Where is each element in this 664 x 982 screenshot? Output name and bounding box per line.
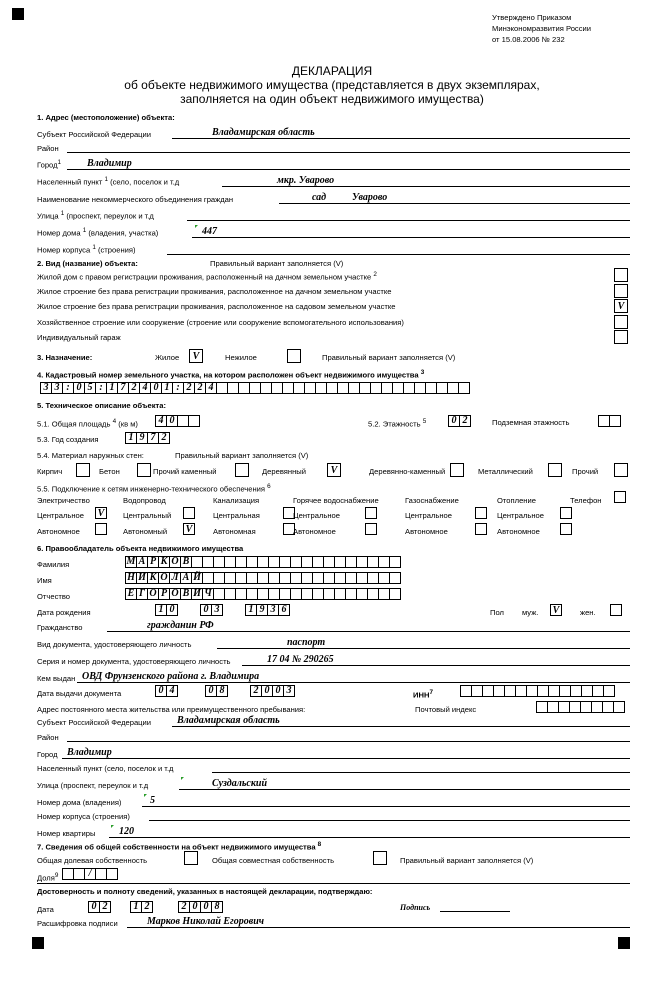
dob-label: Дата рождения <box>37 608 91 617</box>
utility-central-checkbox[interactable] <box>560 507 572 519</box>
cell: Й <box>191 572 203 584</box>
cell: 2 <box>128 382 140 394</box>
cell: Р <box>158 588 170 600</box>
cell: 2 <box>178 901 190 913</box>
cell: 3 <box>40 382 52 394</box>
wall-material-label: Бетон <box>99 467 120 476</box>
object-type-checkbox[interactable] <box>614 330 628 344</box>
owner-district-row: Район <box>37 729 630 743</box>
cell: 3 <box>51 382 63 394</box>
cell: 2 <box>194 382 206 394</box>
walls-label: 5.4. Материал наружных стен: <box>37 451 144 460</box>
settlement-value[interactable]: мкр. Уварово <box>277 175 335 186</box>
cell: А <box>180 572 192 584</box>
cell: Р <box>147 556 159 568</box>
cell: Н <box>125 572 137 584</box>
utility-central-checkbox[interactable] <box>183 507 195 519</box>
section-1-heading: 1. Адрес (местоположение) объекта: <box>37 113 175 122</box>
cell <box>609 415 621 427</box>
cell: Г <box>136 588 148 600</box>
utility-auto-checkbox[interactable] <box>365 523 377 535</box>
cell: 0 <box>73 382 85 394</box>
wall-material-checkbox[interactable] <box>548 463 562 477</box>
wall-material-checkbox[interactable] <box>450 463 464 477</box>
utility-label: Канализация <box>213 496 260 505</box>
underground-cells[interactable] <box>598 415 620 427</box>
cell: 1 <box>106 382 118 394</box>
issued-value[interactable]: ОВД Фрунзенского района г. Владимира <box>82 671 260 682</box>
area-cells[interactable] <box>155 415 199 427</box>
area-label: 5.1. Общая площадь $^4$ (кв м) <box>37 418 138 429</box>
utility-central-checkbox[interactable]: V <box>95 507 107 519</box>
issued-row: Кем выдан ОВД Фрунзенского района г. Владимира <box>37 670 630 684</box>
object-type-label: Жилой дом с правом регистрации проживания, расположенный на дачном земельном участке $^2$ <box>37 271 377 282</box>
owner-house-value[interactable]: 5 <box>150 795 155 806</box>
utility-central-label: Центральное <box>37 511 84 520</box>
cell <box>389 556 401 568</box>
issue-year-cells[interactable] <box>250 685 294 697</box>
utility-central-checkbox[interactable] <box>365 507 377 519</box>
wall-material-label: Деревянный <box>262 467 306 476</box>
cell: К <box>158 556 170 568</box>
wall-material-label: Металлический <box>478 467 533 476</box>
cell: В <box>180 556 192 568</box>
cell: А <box>136 556 148 568</box>
zip-label: Почтовый индекс <box>415 705 477 714</box>
object-type-checkbox[interactable] <box>614 315 628 329</box>
share-label: Доля$^9$ <box>37 872 59 883</box>
cell: 2 <box>183 382 195 394</box>
cell: И <box>136 572 148 584</box>
cell: 9 <box>136 432 148 444</box>
utility-auto-checkbox[interactable] <box>95 523 107 535</box>
wall-material-label: Прочий каменный <box>153 467 217 476</box>
joint-ownership-checkbox[interactable] <box>373 851 387 865</box>
owner-city-row: Город Владимир <box>37 746 630 760</box>
cell: 0 <box>448 415 460 427</box>
cell: 1 <box>161 382 173 394</box>
utility-label: Водопровод <box>123 496 166 505</box>
cell: 4 <box>155 415 167 427</box>
utility-label: Газоснабжение <box>405 496 459 505</box>
house-value[interactable]: 447 <box>202 226 217 237</box>
owner-street-value[interactable]: Суздальский <box>212 778 268 789</box>
owner-corpus-row: Номер корпуса (строения) <box>37 808 630 822</box>
residential-checkbox[interactable]: V <box>189 349 203 363</box>
utility-central-label: Центральное <box>497 511 544 520</box>
residential-label: Жилое <box>155 353 180 362</box>
cell: К <box>147 572 159 584</box>
cell: 2 <box>459 415 471 427</box>
section-7-hint: Правильный вариант заполняется (V) <box>400 856 534 865</box>
wall-material-checkbox[interactable] <box>235 463 249 477</box>
cell: 7 <box>147 432 159 444</box>
networks-label: 5.5. Подключение к сетям инженерно-технического обеспечения $^6$ <box>37 483 271 494</box>
cell: 0 <box>150 382 162 394</box>
utility-auto-label: Автономное <box>497 527 540 536</box>
cell <box>188 415 200 427</box>
dob-year-cells[interactable] <box>245 604 289 616</box>
cell: 0 <box>189 901 201 913</box>
street-row: Улица $^1$ (проспект, переулок и т.д <box>37 208 630 222</box>
name-label: Имя <box>37 576 52 585</box>
utility-label: Отопление <box>497 496 536 505</box>
owner-region-value[interactable]: Владамирская область <box>177 715 280 726</box>
district-row: Район <box>37 140 630 154</box>
owner-house-row: Номер дома (владения) 5 <box>37 794 630 808</box>
address-label: Адрес постоянного места жительства или преимущественного пребывания: <box>37 705 306 714</box>
cell <box>613 701 625 713</box>
utility-auto-checkbox[interactable]: V <box>183 523 195 535</box>
cell: 6 <box>278 604 290 616</box>
confirm-date-label: Дата <box>37 905 54 914</box>
surname-label: Фамилия <box>37 560 70 569</box>
cell: : <box>172 382 184 394</box>
patronymic-cells[interactable] <box>125 588 400 600</box>
cell <box>389 572 401 584</box>
cell: 0 <box>166 604 178 616</box>
object-type-checkbox[interactable] <box>614 284 628 298</box>
utility-auto-label: Автономный <box>123 527 168 536</box>
cell: Ч <box>202 588 214 600</box>
confirm-year-cells[interactable] <box>178 901 222 913</box>
sex-label: Пол <box>490 608 504 617</box>
object-type-label: Индивидуальный гараж <box>37 333 121 342</box>
section-5-heading: 5. Техническое описание объекта: <box>37 401 167 410</box>
male-checkbox[interactable]: V <box>550 604 562 616</box>
cell: 3 <box>267 604 279 616</box>
section-2-heading: 2. Вид (название) объекта: <box>37 259 138 268</box>
doc-type-value[interactable]: паспорт <box>287 637 326 648</box>
male-label: муж. <box>522 608 539 617</box>
owner-city-value[interactable]: Владимир <box>67 747 112 758</box>
owner-flat-value[interactable]: 120 <box>119 826 134 837</box>
cell: 2 <box>250 685 262 697</box>
utility-central-label: Центральная <box>213 511 260 520</box>
cell <box>603 685 615 697</box>
cell: 1 <box>155 604 167 616</box>
cell: : <box>62 382 74 394</box>
cell: 1 <box>130 901 142 913</box>
owner-region-row: Субъект Российской Федерации Владамирская область <box>37 714 630 728</box>
utility-central-checkbox[interactable] <box>614 491 626 503</box>
section-3-heading: 3. Назначение: <box>37 353 93 362</box>
cell: 0 <box>166 415 178 427</box>
surname-cells[interactable] <box>125 556 400 568</box>
doc-number-row: Серия и номер документа, удостоверяющего личность 17 04 № 290265 <box>37 653 630 667</box>
cell: 4 <box>139 382 151 394</box>
cell: 0 <box>205 685 217 697</box>
cell: 0 <box>200 604 212 616</box>
corner-marker-bottom-right <box>618 937 630 949</box>
approval-stamp: Утверждено Приказом Минэкономразвития России от 15.08.2006 № 232 <box>492 13 591 44</box>
cell: О <box>158 572 170 584</box>
cell <box>458 382 470 394</box>
object-type-checkbox[interactable] <box>614 268 628 282</box>
utility-auto-checkbox[interactable] <box>560 523 572 535</box>
decode-row: Расшифровка подписи Марков Николай Егорович <box>37 915 630 929</box>
shared-ownership-label: Общая долевая собственность <box>37 856 148 865</box>
corner-marker-top-left <box>12 8 24 20</box>
female-checkbox[interactable] <box>610 604 622 616</box>
citizenship-row: Гражданство гражданин РФ <box>37 619 630 633</box>
name-cells[interactable] <box>125 572 400 584</box>
corner-marker-bottom-left <box>32 937 44 949</box>
cadastral-number-cells[interactable] <box>40 382 469 394</box>
cell: Е <box>125 588 137 600</box>
wall-material-checkbox[interactable]: V <box>327 463 341 477</box>
citizenship-value[interactable]: гражданин РФ <box>147 620 214 631</box>
owner-settlement-row: Населенный пункт (село, поселок и т.д <box>37 760 630 774</box>
utility-auto-label: Автономная <box>213 527 256 536</box>
cell: 0 <box>272 685 284 697</box>
confirmation-heading: Достоверность и полноту сведений, указанных в настоящей декларации, подтверждаю: <box>37 887 373 896</box>
floors-label: 5.2. Этажность $^5$ <box>368 418 427 429</box>
owner-flat-row: Номер квартиры 120 <box>37 825 630 839</box>
cell: М <box>126 556 136 567</box>
cell: 4 <box>166 685 178 697</box>
cell: 4 <box>205 382 217 394</box>
region-value[interactable]: Владамирская область <box>212 127 315 138</box>
floors-cells[interactable] <box>448 415 470 427</box>
cell: В <box>180 588 192 600</box>
page-subtitle-1: об объекте недвижимого имущества (представляется в двух экземплярах, <box>124 78 540 92</box>
cell: О <box>147 588 159 600</box>
zip-cells[interactable] <box>536 701 624 713</box>
share-cells[interactable]: / <box>62 868 117 880</box>
wall-material-label: Прочий <box>572 467 599 476</box>
issue-date-label: Дата выдачи документа <box>37 689 122 698</box>
cell: 0 <box>261 685 273 697</box>
doc-type-row: Вид документа, удостоверяющего личность паспорт <box>37 636 630 650</box>
section-2-hint: Правильный вариант заполняется (V) <box>210 259 344 268</box>
cell: 2 <box>99 901 111 913</box>
utility-label: Телефон <box>570 496 602 505</box>
nonresidential-label: Нежилое <box>225 353 257 362</box>
cell: Л <box>169 572 181 584</box>
signature-line[interactable] <box>440 911 510 912</box>
object-type-label: Жилое строение без права регистрации проживания, расположенное на садовом земельном участке <box>37 302 396 311</box>
utility-auto-checkbox[interactable] <box>475 523 487 535</box>
city-value[interactable]: Владимир <box>87 158 132 169</box>
association-value-1[interactable]: сад <box>312 192 327 203</box>
confirm-month-cells[interactable] <box>130 901 152 913</box>
patronymic-label: Отчество <box>37 592 71 601</box>
region-row: Субъект Российской Федерации Владамирская область <box>37 126 630 140</box>
utility-central-label: Центральное <box>405 511 452 520</box>
section-3-hint: Правильный вариант заполняется (V) <box>322 353 456 362</box>
section-4-heading: 4. Кадастровый номер земельного участка, на котором расположен объект недвижимого имущества $^3$ <box>37 369 425 380</box>
cell: 0 <box>200 901 212 913</box>
wall-material-checkbox[interactable] <box>137 463 151 477</box>
issue-day-cells[interactable] <box>155 685 177 697</box>
cell: 1 <box>125 432 137 444</box>
decode-value[interactable]: Марков Николай Егорович <box>147 916 265 927</box>
cell: 0 <box>88 901 100 913</box>
cell: : <box>95 382 107 394</box>
wall-material-label: Деревянно-каменный <box>369 467 446 476</box>
utility-auto-label: Автономное <box>37 527 80 536</box>
joint-ownership-label: Общая совместная собственность <box>212 856 335 865</box>
cell: 3 <box>211 604 223 616</box>
cell: 5 <box>84 382 96 394</box>
cell: 2 <box>141 901 153 913</box>
settlement-row: Населенный пункт $^1$ (село, поселок и т.д мкр. Уварово <box>37 174 630 188</box>
house-row: Номер дома $^1$ (владения, участка) 447 <box>37 225 630 239</box>
divider <box>37 883 630 884</box>
inn-label: ИНН$^7$ <box>413 689 433 700</box>
object-type-label: Хозяйственное строение или сооружение (строение или сооружение вспомогательного использования) <box>37 317 404 327</box>
wall-material-checkbox[interactable] <box>76 463 90 477</box>
cell: 2 <box>158 432 170 444</box>
object-type-checkbox[interactable]: V <box>614 299 628 313</box>
cell: 8 <box>216 685 228 697</box>
section-7-heading: 7. Сведения об общей собственности на объект недвижимого имущества $^8$ <box>37 841 322 852</box>
issue-month-cells[interactable] <box>205 685 227 697</box>
utility-central-label: Центральное <box>293 511 340 520</box>
utility-auto-label: Автономное <box>293 527 336 536</box>
cell: 3 <box>283 685 295 697</box>
cell: О <box>169 588 181 600</box>
utility-label: Электричество <box>37 496 90 505</box>
cell: 1 <box>245 604 257 616</box>
city-row: Город$^1$ Владимир <box>37 157 630 171</box>
cell <box>389 588 401 600</box>
dob-day-cells[interactable] <box>155 604 177 616</box>
underground-label: Подземная этажность <box>492 418 570 427</box>
cell: О <box>169 556 181 568</box>
cell: 9 <box>256 604 268 616</box>
inn-cells[interactable] <box>460 685 614 697</box>
year-label: 5.3. Год создания <box>37 435 99 444</box>
utility-auto-label: Автономное <box>405 527 448 536</box>
dob-month-cells[interactable] <box>200 604 222 616</box>
confirm-day-cells[interactable] <box>88 901 110 913</box>
year-cells[interactable] <box>125 432 169 444</box>
utility-central-label: Центральный <box>123 511 172 520</box>
utility-label: Горячее водоснабжение <box>293 496 379 505</box>
object-type-label: Жилое строение без права регистрации проживания, расположенное на дачном земельном участке <box>37 286 392 296</box>
association-value-2[interactable]: Уварово <box>352 192 388 203</box>
signature-label: Подпись <box>400 903 431 912</box>
association-row: Наименование некоммерческого объединения граждан сад Уварово <box>37 191 630 205</box>
corpus-row: Номер корпуса $^1$ (строения) <box>37 242 630 256</box>
cell: 0 <box>155 685 167 697</box>
page-title: ДЕКЛАРАЦИЯ <box>291 64 373 78</box>
wall-material-checkbox[interactable] <box>614 463 628 477</box>
nonresidential-checkbox[interactable] <box>287 349 301 363</box>
cell: 8 <box>211 901 223 913</box>
wall-material-label: Кирпич <box>37 467 63 476</box>
walls-hint: Правильный вариант заполняется (V) <box>175 451 309 460</box>
female-label: жен. <box>580 608 596 617</box>
shared-ownership-checkbox[interactable] <box>184 851 198 865</box>
page-subtitle-2: заполняется на один объект недвижимого имущества) <box>180 92 484 106</box>
utility-central-checkbox[interactable] <box>475 507 487 519</box>
doc-number-value[interactable]: 17 04 № 290265 <box>267 654 334 665</box>
cell: И <box>191 588 203 600</box>
cell: 7 <box>117 382 129 394</box>
section-6-heading: 6. Правообладатель объекта недвижимого имущества <box>37 544 244 553</box>
owner-street-row: Улица (проспект, переулок и т.д Суздальский <box>37 777 630 791</box>
